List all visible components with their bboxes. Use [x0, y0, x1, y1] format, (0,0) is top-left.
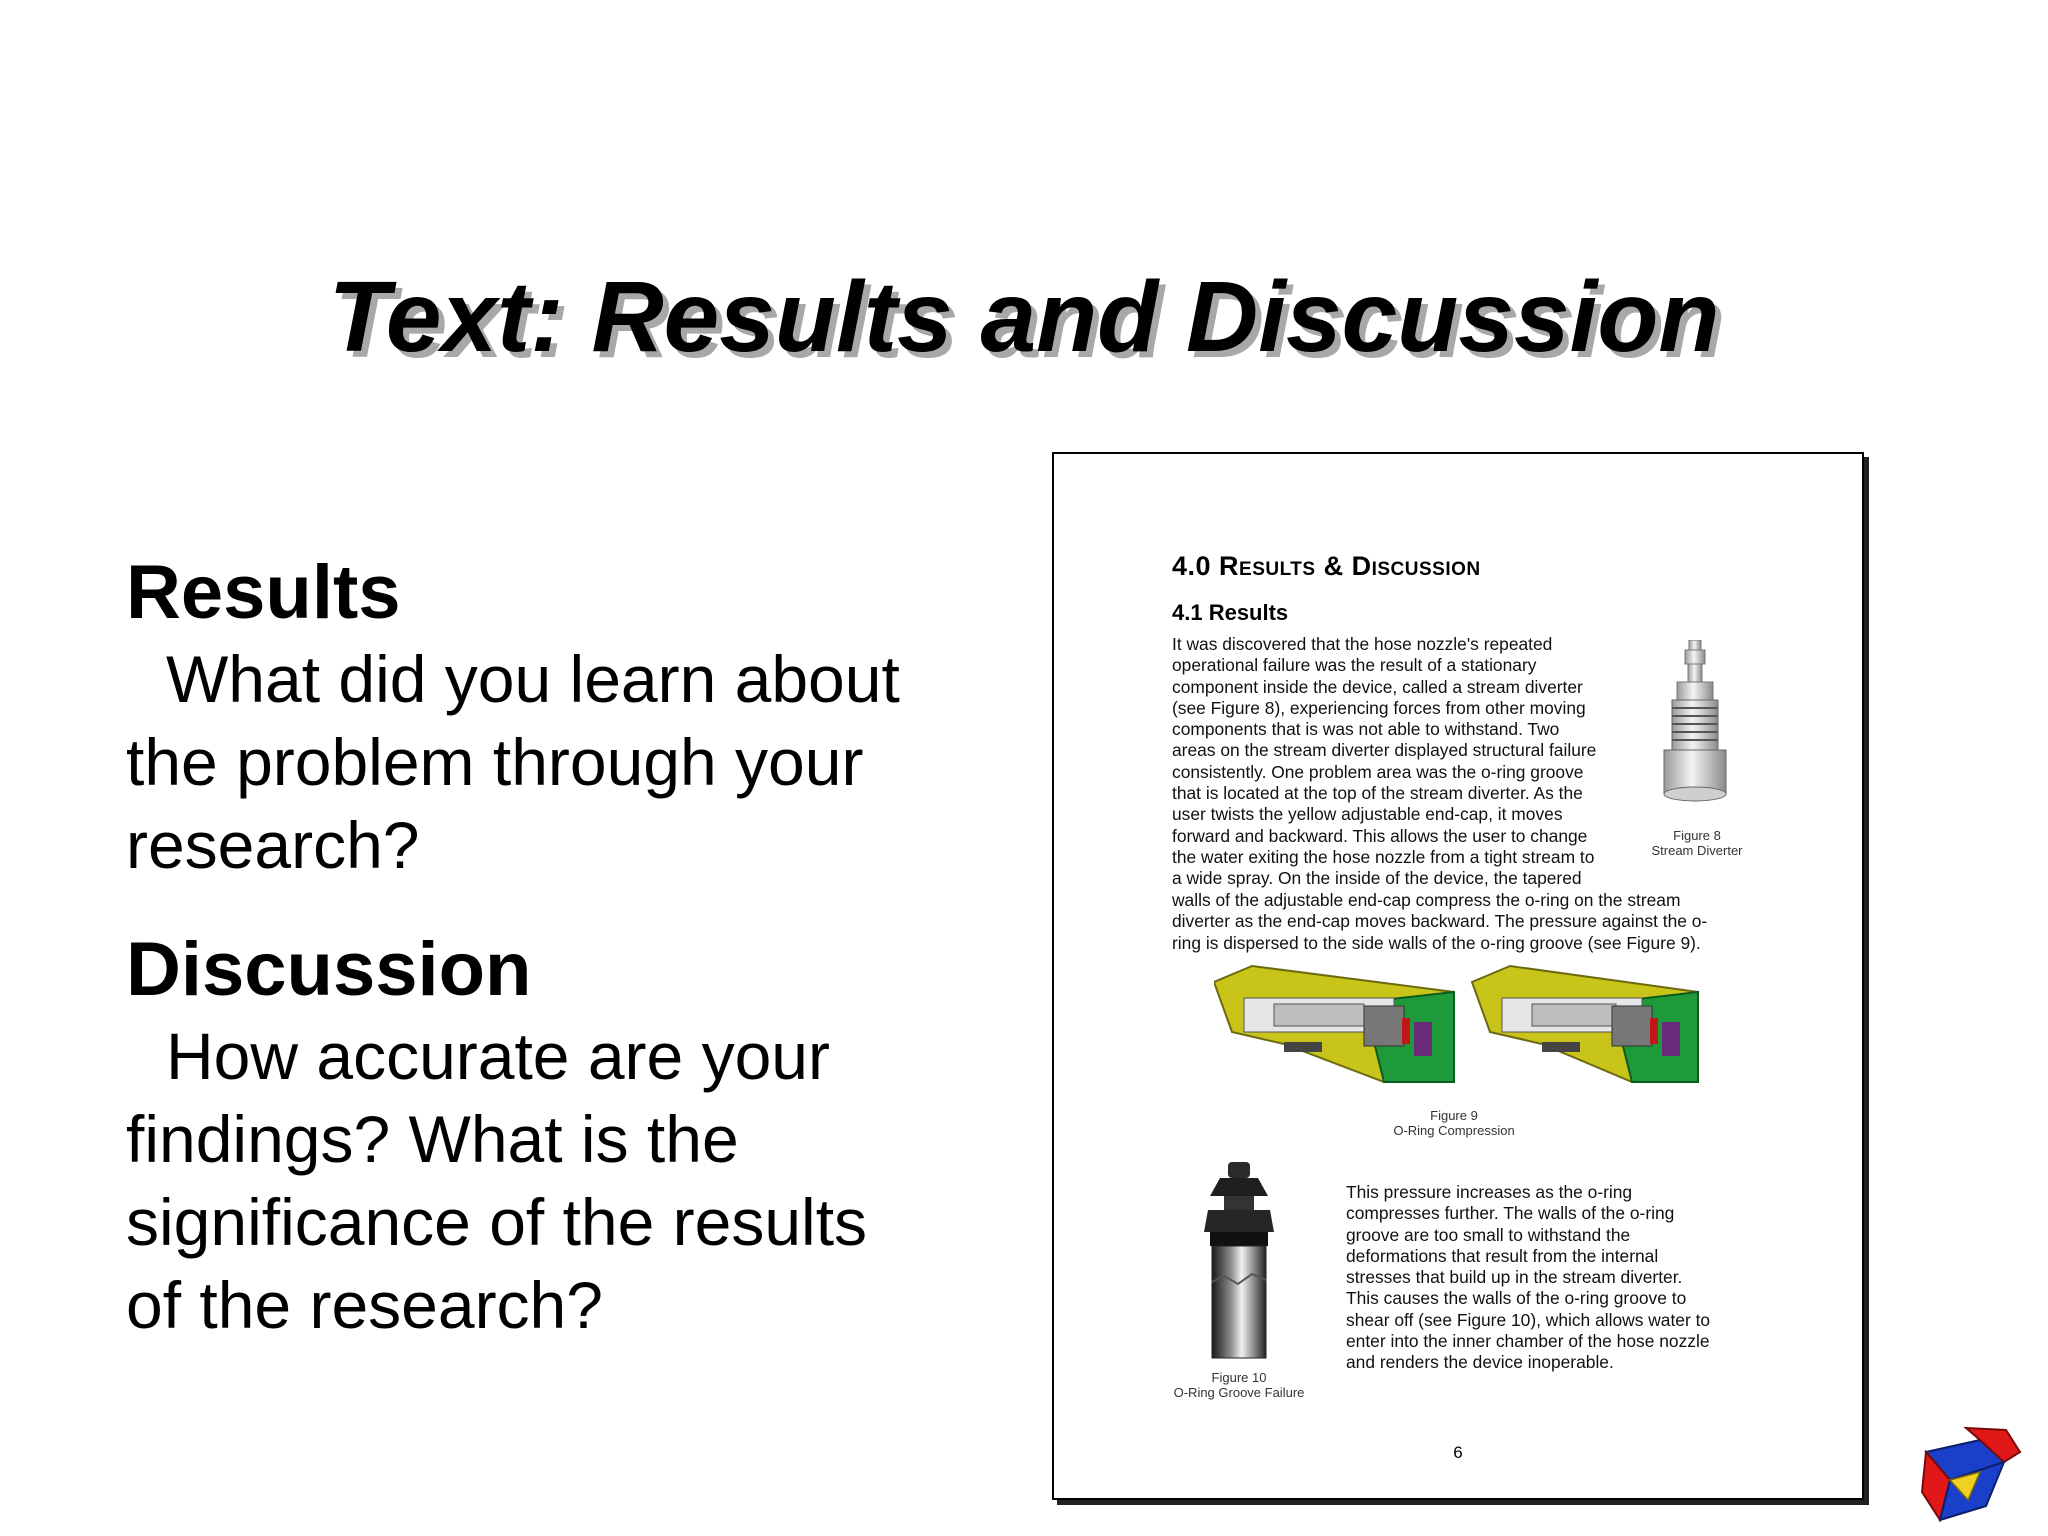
results-heading: Results	[126, 550, 401, 635]
discussion-line: significance of the results	[126, 1185, 868, 1259]
document-heading: 4.0 Results & Discussion	[1172, 551, 1481, 581]
document-subheading: 4.1 Results	[1172, 600, 1289, 625]
doc-line: deformations that result from the internal	[1346, 1245, 1659, 1266]
doc-line: shear off (see Figure 10), which allows water to	[1346, 1309, 1711, 1330]
figure-10-caption-number: Figure 10	[1211, 1370, 1267, 1385]
figure-8-caption-title: Stream Diverter	[1651, 843, 1743, 858]
stream-diverter-image	[1650, 640, 1740, 820]
figure-9-caption-number: Figure 9	[1430, 1108, 1478, 1123]
doc-line: compresses further. The walls of the o-ring	[1346, 1203, 1675, 1224]
doc-line: and renders the device inoperable.	[1346, 1352, 1614, 1373]
doc-line: This causes the walls of the o-ring groove to	[1346, 1288, 1687, 1309]
results-line: the problem through your	[126, 725, 864, 799]
corner-logo-icon	[1920, 1422, 2024, 1526]
doc-line: groove are too small to withstand the	[1346, 1224, 1631, 1245]
document-page-thumbnail	[1052, 452, 1864, 1500]
discussion-line: findings? What is the	[126, 1102, 739, 1176]
nozzle-cutaway-right	[1472, 966, 1698, 1082]
doc-line: walls of the adjustable end-cap compress the o-ring on the stream	[1172, 890, 1681, 910]
o-ring-compression-image	[1214, 962, 1710, 1090]
doc-line: enter into the inner chamber of the hose nozzle	[1346, 1331, 1710, 1352]
doc-line: areas on the stream diverter displayed structural failure	[1172, 740, 1597, 761]
doc-line: consistently. One problem area was the o-ring groove	[1172, 761, 1584, 782]
doc-line: It was discovered that the hose nozzle's repeated	[1172, 634, 1553, 654]
doc-line: that is located at the top of the stream diverter. As the	[1172, 783, 1583, 804]
doc-line: user twists the yellow adjustable end-cap, it moves	[1172, 804, 1563, 825]
figure-8-caption-number: Figure 8	[1673, 828, 1721, 843]
discussion-body	[126, 1015, 996, 1347]
doc-line: component inside the device, called a stream diverter	[1172, 676, 1583, 697]
results-body	[126, 638, 996, 887]
figure-9-caption-title: O-Ring Compression	[1393, 1123, 1515, 1138]
results-line: What did you learn about	[166, 642, 900, 716]
document-paragraph-2	[1346, 1182, 1766, 1374]
document-paragraph-1-cont	[1172, 890, 1737, 954]
figure-10-caption-title: O-Ring Groove Failure	[1173, 1385, 1305, 1400]
results-line: research?	[126, 808, 420, 882]
doc-line: operational failure was the result of a stationary	[1172, 655, 1537, 676]
doc-line: a wide spray. On the inside of the device, the tapered	[1172, 868, 1582, 889]
doc-line: This pressure increases as the o-ring	[1346, 1182, 1633, 1202]
left-column	[126, 548, 996, 1347]
nozzle-cutaway-left	[1214, 966, 1454, 1082]
doc-line: components that is was not able to withstand. Two	[1172, 719, 1560, 740]
discussion-line: of the research?	[126, 1268, 603, 1342]
page-number: 6	[1453, 1443, 1463, 1462]
doc-line: stresses that build up in the stream diverter.	[1346, 1267, 1683, 1288]
doc-line: ring is dispersed to the side walls of the o-ring groove (see Figure 9).	[1172, 932, 1701, 953]
doc-line: forward and backward. This allows the user to change	[1172, 825, 1588, 846]
doc-line: the water exiting the hose nozzle from a tight stream to	[1172, 846, 1595, 867]
discussion-heading: Discussion	[126, 927, 532, 1012]
doc-line: diverter as the end-cap moves backward. The pressure against the o-	[1172, 911, 1708, 932]
document-paragraph-1	[1172, 634, 1617, 890]
discussion-line: How accurate are your	[166, 1019, 830, 1093]
o-ring-groove-failure-image	[1194, 1162, 1284, 1362]
slide-title: Text: Results and Discussion	[328, 261, 1720, 373]
doc-line: (see Figure 8), experiencing forces from other moving	[1172, 697, 1586, 718]
